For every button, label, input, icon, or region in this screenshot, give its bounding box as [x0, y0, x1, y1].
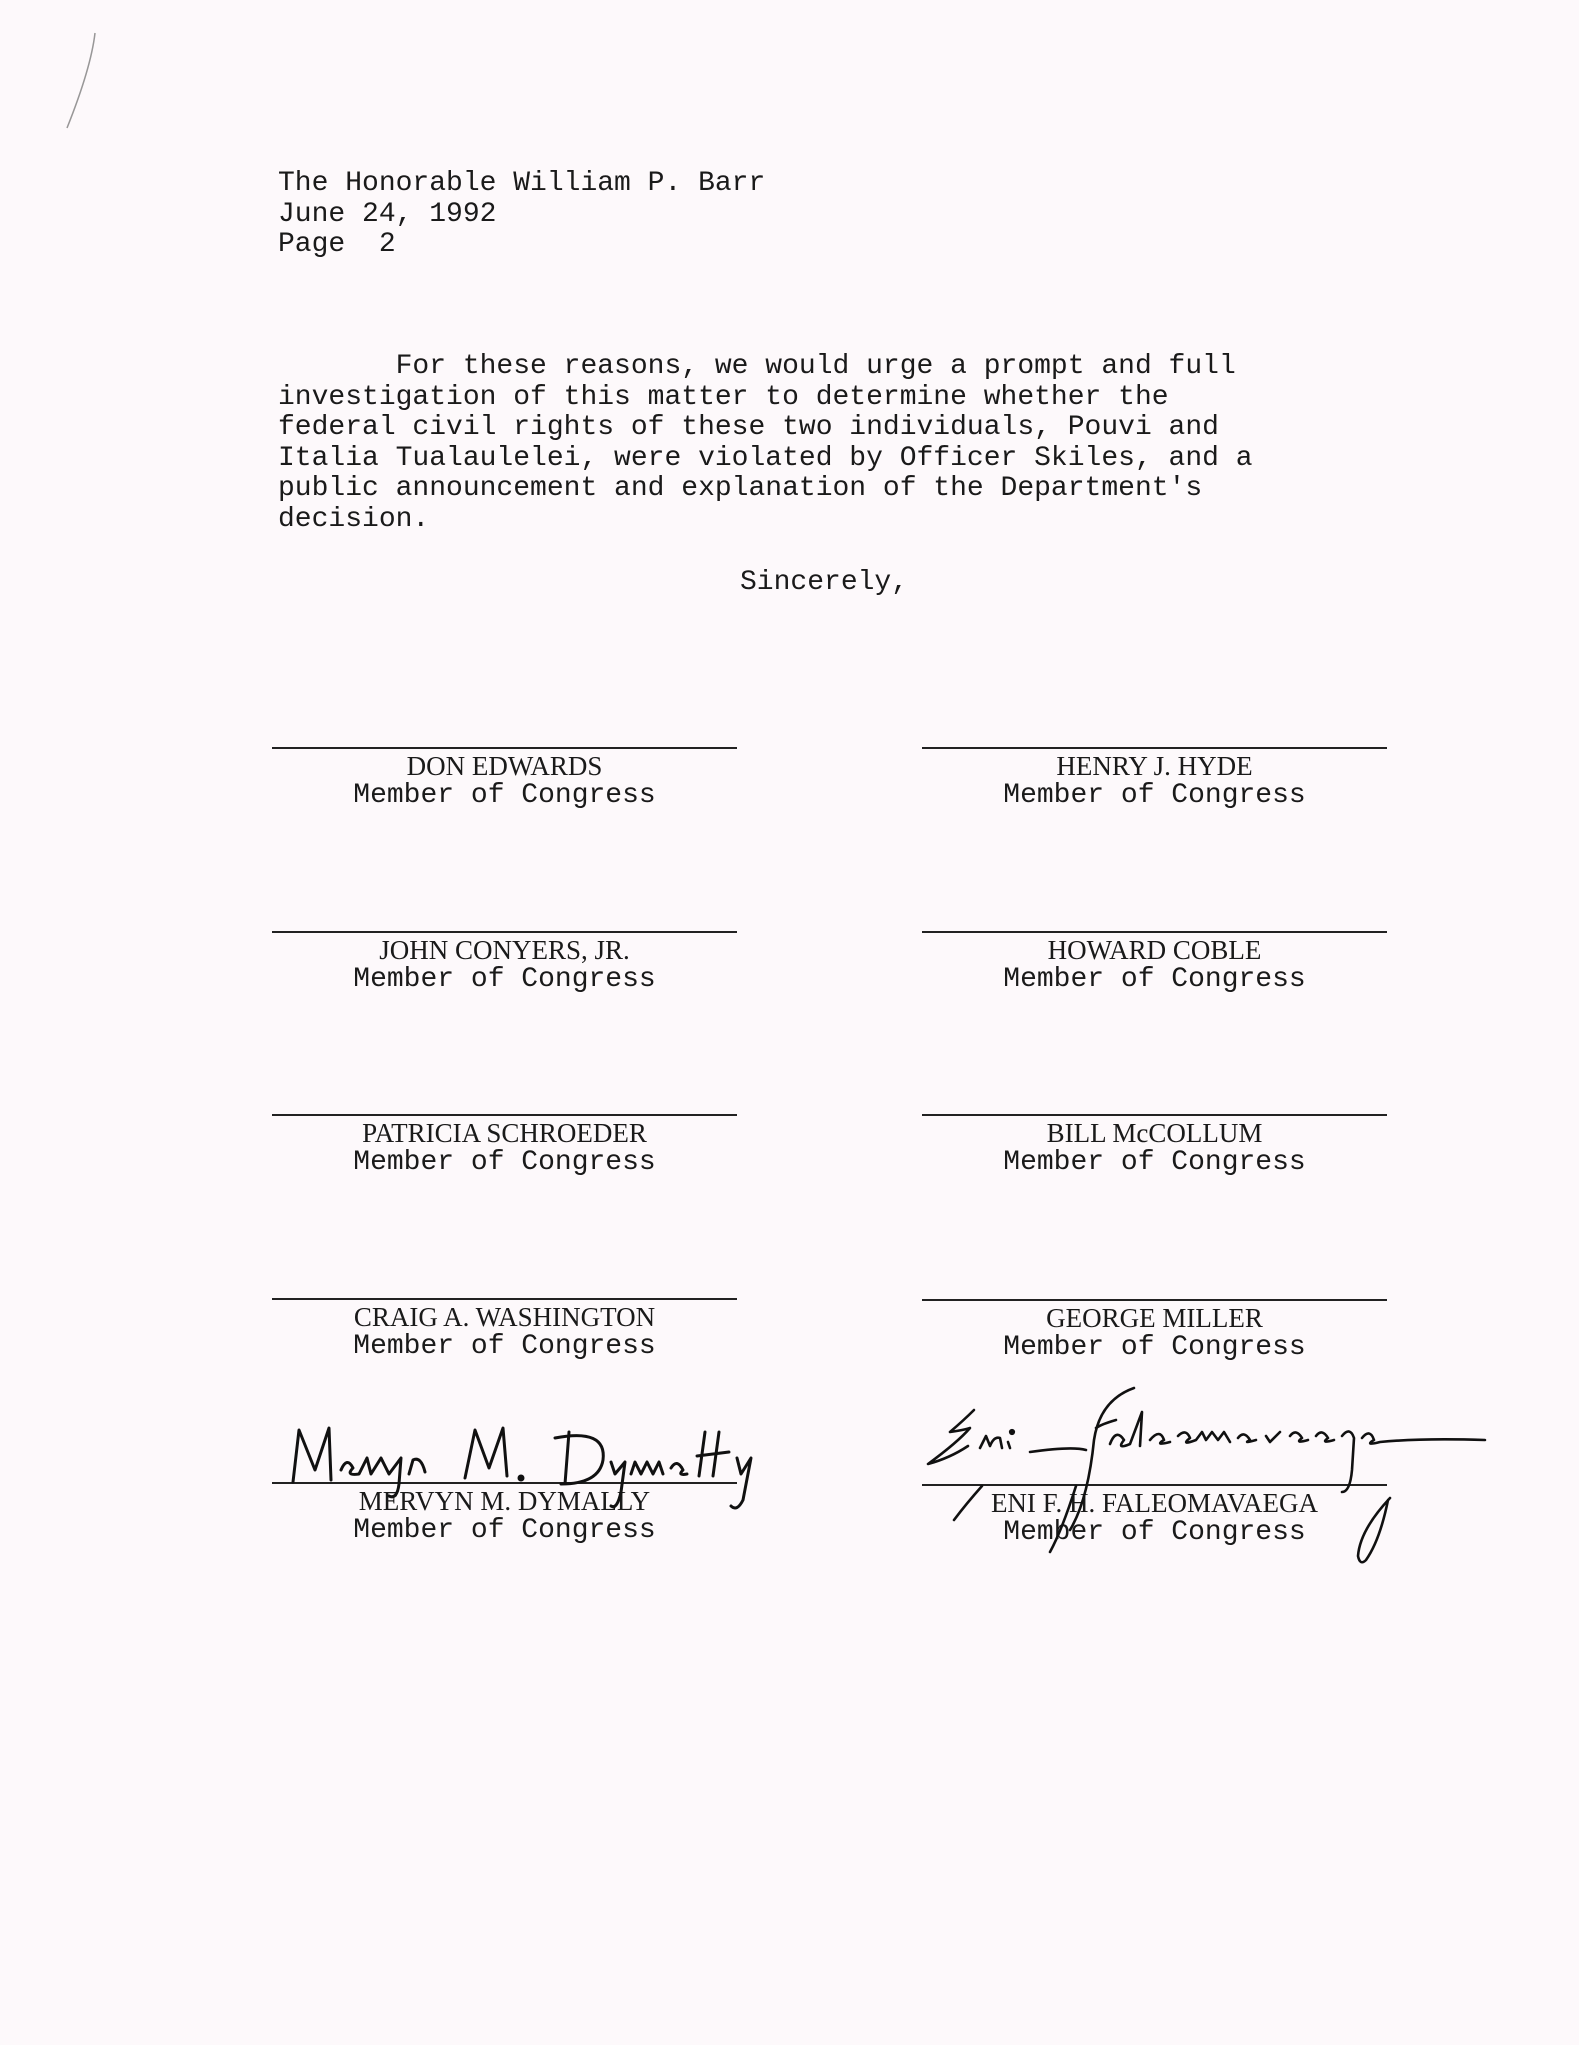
signature-block [272, 1482, 737, 1546]
closing: Sincerely, [740, 567, 909, 598]
body-line: federal civil rights of these two individuals, Pouvi and [278, 412, 1219, 443]
signature-line [272, 1114, 737, 1116]
signatory-title: Member of Congress [1003, 780, 1306, 811]
signatory-name: DON EDWARDS [406, 751, 603, 781]
body-paragraph [278, 352, 1378, 535]
signature-line [272, 1482, 737, 1484]
signature-line [922, 1299, 1387, 1301]
signatory-title: Member of Congress [1003, 964, 1306, 995]
signatory-title: Member of Congress [1003, 1147, 1306, 1178]
signatory-name: CRAIG A. WASHINGTON [353, 1302, 656, 1332]
signatory-title: Member of Congress [1003, 1332, 1306, 1363]
body-line: public announcement and explanation of the Department's [278, 473, 1203, 504]
signatory-name: MERVYN M. DYMALLY [358, 1486, 651, 1516]
signatory-title: Member of Congress [353, 1147, 656, 1178]
signatory-name: HENRY J. HYDE [1056, 751, 1253, 781]
signature-line [922, 747, 1387, 749]
signature-block [272, 1298, 737, 1362]
body-line: For these reasons, we would urge a prompt and full [278, 351, 1236, 382]
signature-block [272, 747, 737, 811]
signature-block [922, 1114, 1387, 1178]
letter-header [278, 169, 765, 261]
body-line: Italia Tualaulelei, were violated by Officer Skiles, and a [278, 442, 1253, 474]
addressee-line: The Honorable William P. Barr [278, 168, 766, 199]
signature-block [922, 747, 1387, 811]
signature-line [922, 1114, 1387, 1116]
body-line: decision. [278, 503, 430, 535]
signatory-name: JOHN CONYERS, JR. [379, 935, 630, 965]
signatory-name: BILL McCOLLUM [1046, 1118, 1263, 1148]
signatory-name: GEORGE MILLER [1046, 1303, 1263, 1333]
page-number-line: Page 2 [278, 229, 396, 260]
date-line: June 24, 1992 [278, 198, 497, 230]
signatory-name: PATRICIA SCHROEDER [362, 1118, 647, 1148]
signature-line [922, 1484, 1387, 1486]
signature-block [272, 931, 737, 995]
signature-line [272, 931, 737, 933]
signatory-name: ENI F. H. FALEOMAVAEGA [990, 1488, 1319, 1518]
signatory-title: Member of Congress [353, 1331, 656, 1362]
signatory-name: HOWARD COBLE [1047, 935, 1262, 965]
scan-mark [55, 28, 105, 138]
signature-block [922, 1484, 1387, 1548]
signature-line [272, 747, 737, 749]
signatory-title: Member of Congress [353, 964, 656, 995]
body-line: investigation of this matter to determine whether the [278, 381, 1169, 413]
signatory-title: Member of Congress [353, 780, 656, 811]
signatory-title: Member of Congress [1003, 1517, 1306, 1548]
signature-line [922, 931, 1387, 933]
signatory-title: Member of Congress [353, 1515, 656, 1546]
signature-block [922, 1299, 1387, 1363]
signature-block [922, 931, 1387, 995]
signature-block [272, 1114, 737, 1178]
signature-line [272, 1298, 737, 1300]
